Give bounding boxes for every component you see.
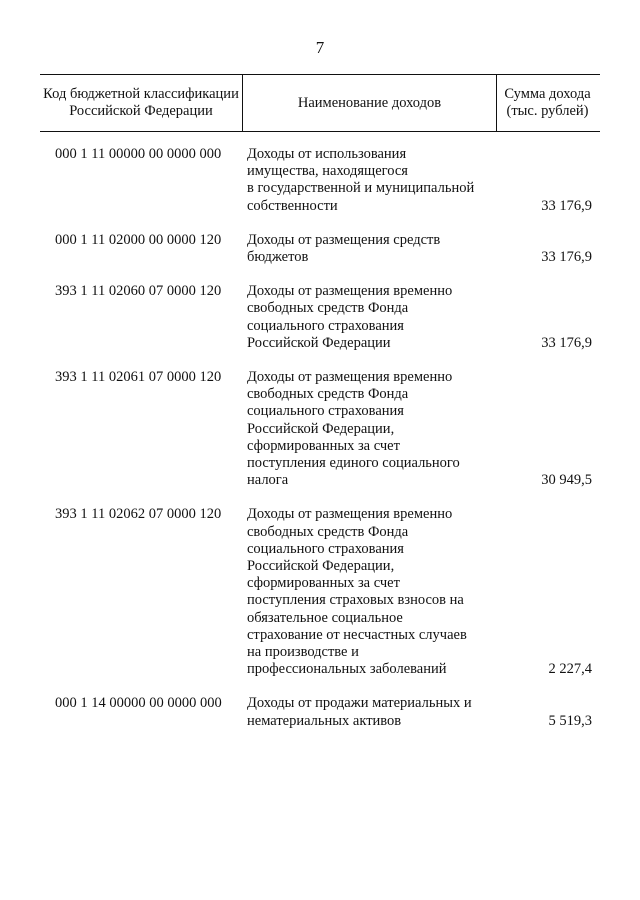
income-name: [235, 283, 495, 352]
income-name-line: Доходы от размещения временно: [247, 283, 453, 300]
table-body: [40, 146, 600, 747]
income-name: [235, 146, 495, 215]
income-name-line: страхование от несчастных случаев: [247, 626, 467, 643]
table-row: [40, 146, 600, 215]
income-name-line: социального страхования: [247, 403, 404, 420]
header-sum: Сумма дохода (тыс. рублей): [504, 86, 591, 119]
budget-code: 000 1 11 02000 00 0000 120: [55, 231, 222, 248]
income-name-line: социального страхования: [247, 540, 404, 557]
income-name: [235, 695, 495, 729]
income-name-line: обязательное социальное: [247, 609, 403, 626]
table-header: [40, 74, 600, 132]
income-name-line: налога: [247, 472, 289, 489]
income-name-line: поступления единого социального: [247, 455, 460, 472]
income-name-line: сформированных за счет: [247, 575, 400, 592]
table-row: [40, 232, 600, 266]
income-name-line: социального страхования: [247, 317, 404, 334]
income-name-line: нематериальных активов: [247, 712, 402, 729]
income-sum: 33 176,9: [541, 249, 592, 266]
income-name: [235, 506, 495, 678]
income-sum: 2 227,4: [548, 661, 592, 678]
income-name-line: Доходы от размещения временно: [247, 506, 453, 523]
income-sum: 33 176,9: [541, 334, 592, 351]
table-row: [40, 369, 600, 489]
income-name: [235, 369, 495, 489]
income-sum: 5 519,3: [548, 712, 592, 729]
budget-code: 000 1 11 00000 00 0000 000: [55, 146, 222, 162]
header-name: Наименование доходов: [242, 75, 497, 131]
budget-code: 000 1 14 00000 00 0000 000: [55, 695, 222, 712]
page-number: 7: [315, 38, 325, 57]
income-name-line: Доходы от продажи материальных и: [247, 695, 472, 712]
income-name-line: на производстве и: [247, 644, 359, 661]
income-name-line: сформированных за счет: [247, 437, 400, 454]
income-name-line: Доходы от размещения временно: [247, 369, 453, 386]
income-name-line: имущества, находящегося: [247, 163, 408, 180]
income-name-line: поступления страховых взносов на: [247, 592, 464, 609]
income-name-line: Российской Федерации,: [247, 420, 395, 437]
income-name-line: свободных средств Фонда: [247, 523, 409, 540]
income-name-line: профессиональных заболеваний: [247, 661, 447, 678]
income-name-line: свободных средств Фонда: [247, 386, 409, 403]
income-name-line: Российской Федерации: [247, 334, 391, 351]
budget-code: 393 1 11 02062 07 0000 120: [55, 506, 222, 523]
table-row: [40, 695, 600, 729]
income-name-line: Российской Федерации,: [247, 558, 395, 575]
budget-code: 393 1 11 02060 07 0000 120: [55, 283, 222, 300]
income-sum: 33 176,9: [541, 197, 592, 214]
income-name-line: Доходы от использования: [247, 146, 407, 162]
header-code: Код бюджетной классификации Российской Федерации: [43, 86, 239, 119]
income-name-line: собственности: [247, 197, 338, 214]
income-name-line: Доходы от размещения средств: [247, 231, 441, 248]
income-name-line: в государственной и муниципальной: [247, 180, 475, 197]
income-name: [235, 232, 495, 266]
budget-code: 393 1 11 02061 07 0000 120: [55, 369, 222, 386]
income-name-line: бюджетов: [247, 249, 309, 266]
table-row: [40, 283, 600, 352]
table-row: [40, 506, 600, 678]
income-name-line: свободных средств Фонда: [247, 300, 409, 317]
income-sum: 30 949,5: [541, 472, 592, 489]
